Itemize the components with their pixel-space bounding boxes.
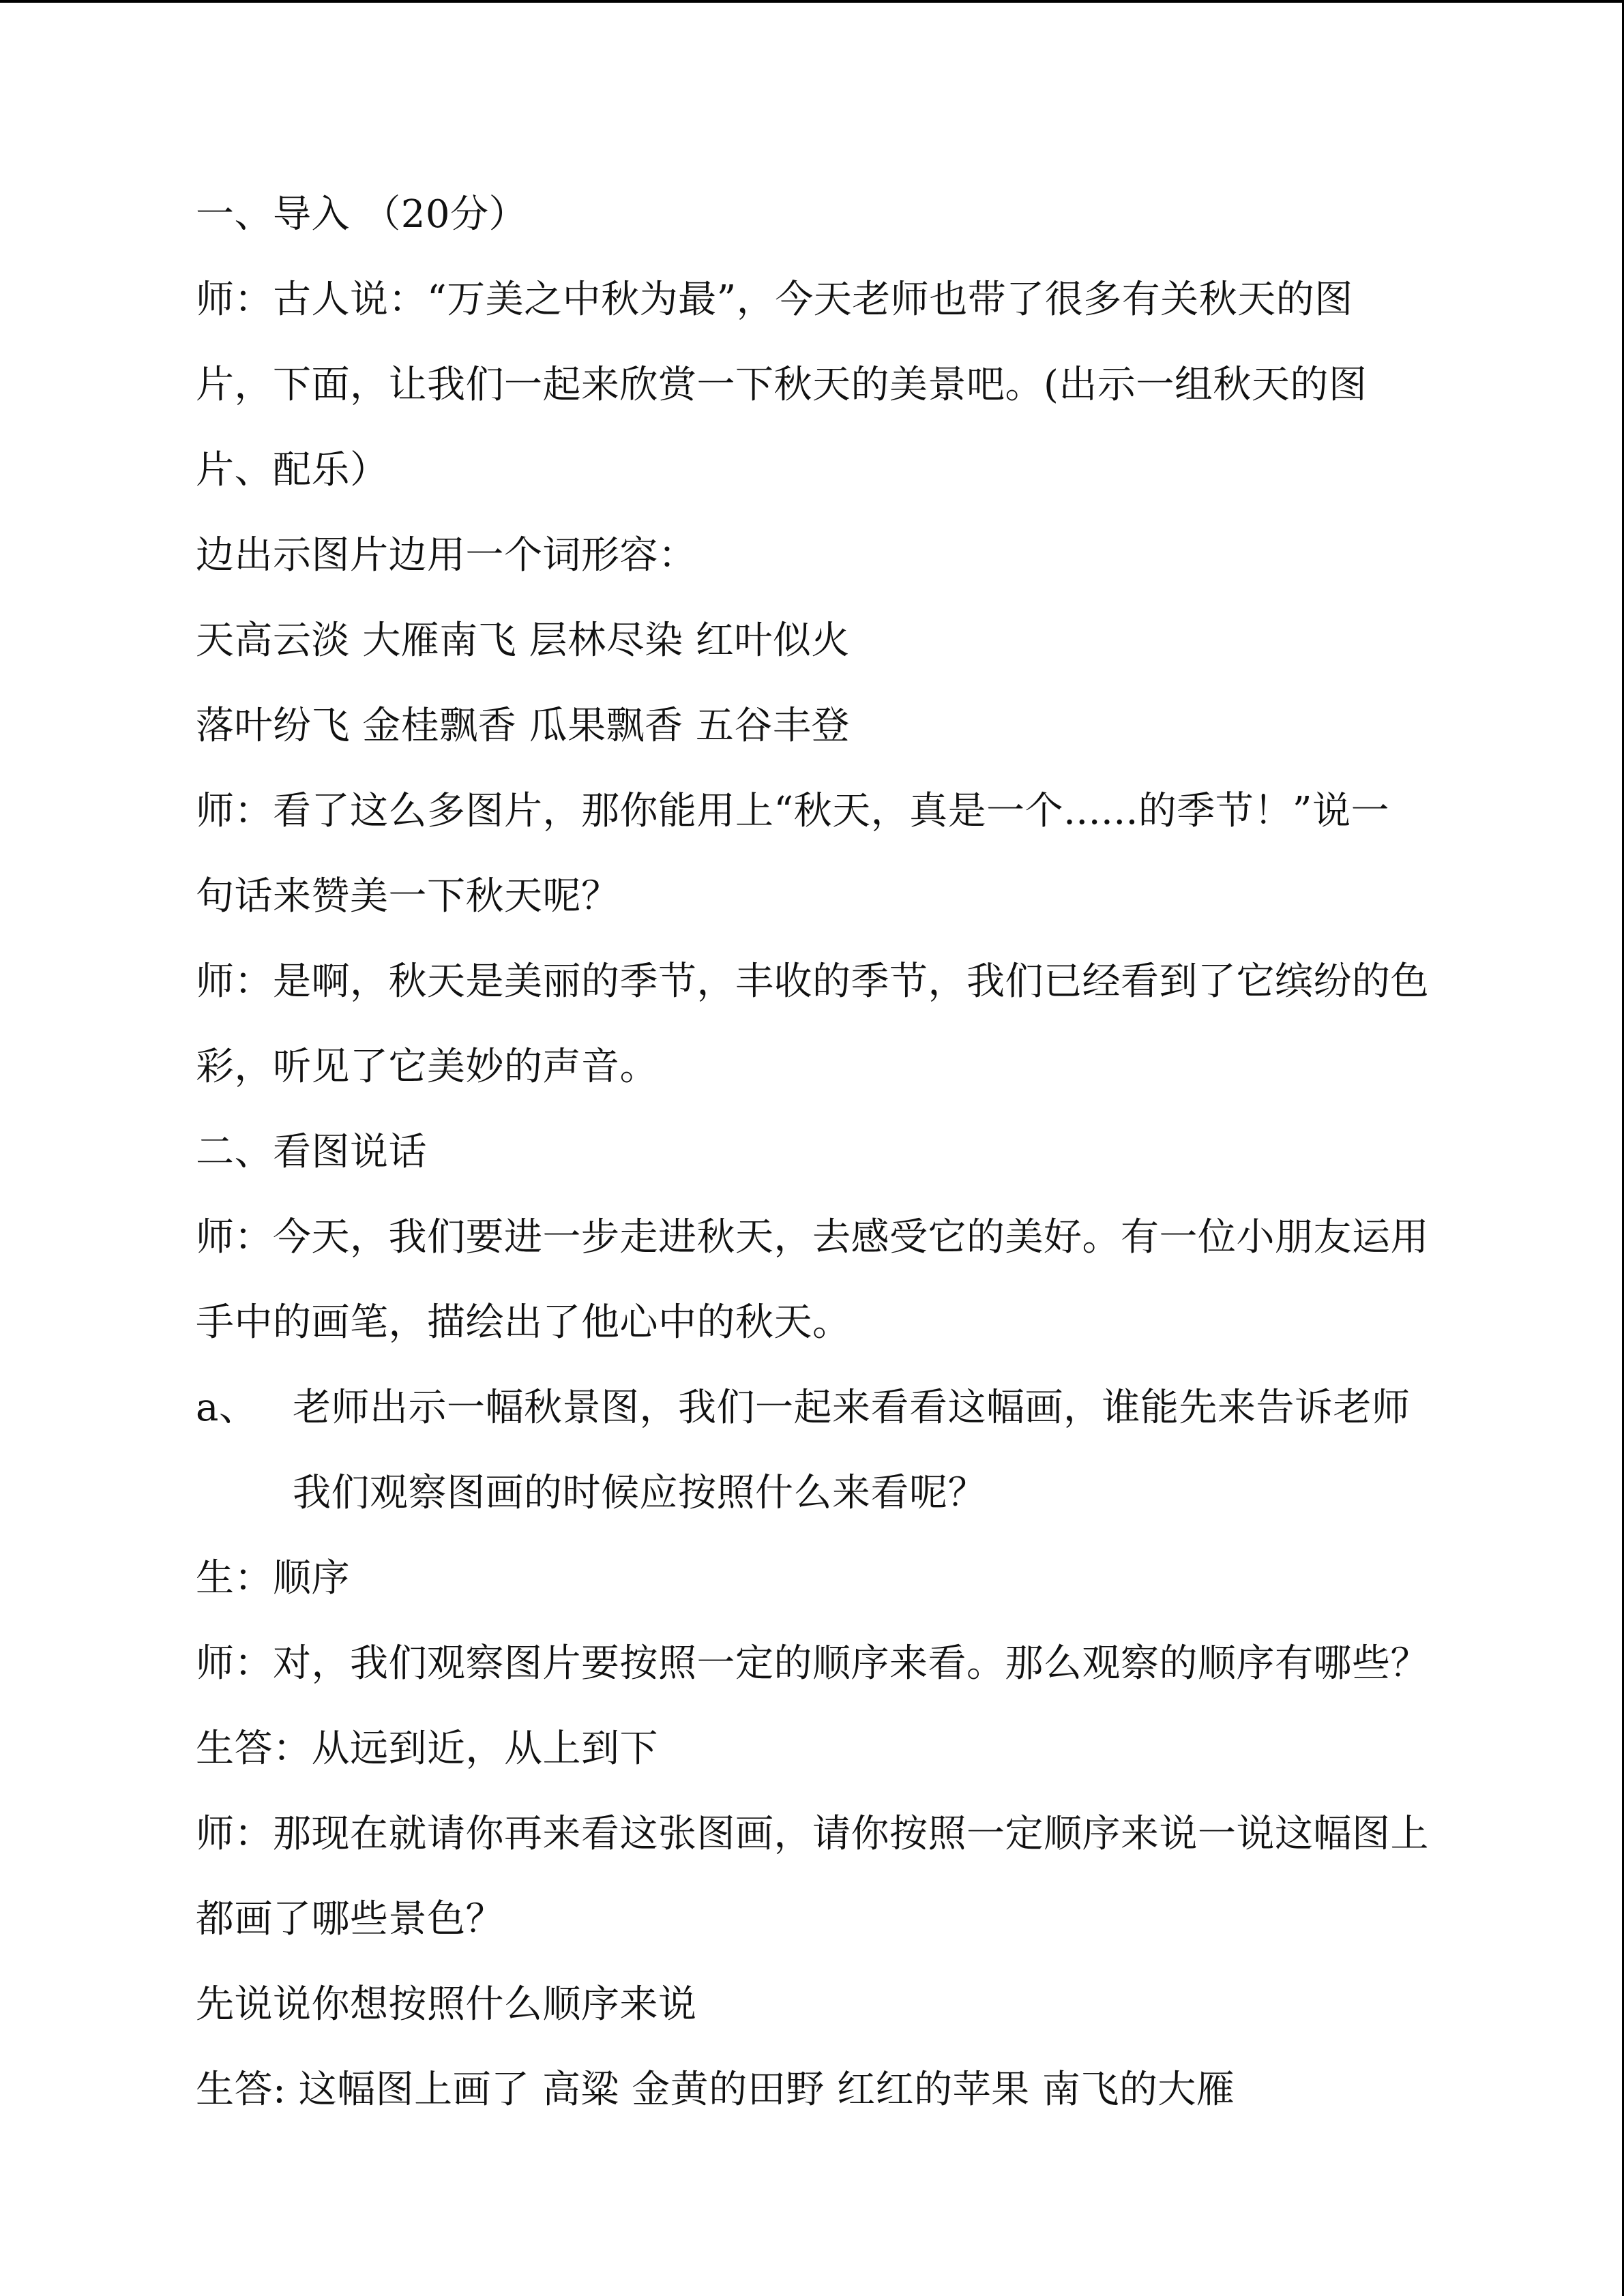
section-heading-intro: 一、导入 （20分）	[196, 192, 528, 237]
document-body	[196, 172, 1430, 2132]
paragraph-line: 边出示图片边用一个词形容：	[196, 533, 697, 578]
paragraph-line: 师：今天，我们要进一步走进秋天，去感受它的美好。有一位小朋友运用	[196, 1215, 1429, 1259]
paragraph-line: 师：是啊，秋天是美丽的季节，丰收的季节，我们已经看到了它缤纷的色	[196, 959, 1429, 1004]
page-border-top	[0, 0, 1624, 3]
phrase-line: 落叶纷飞 金桂飘香 瓜果飘香 五谷丰登	[196, 704, 850, 748]
paragraph-line: 句话来赞美一下秋天呢？	[196, 874, 620, 919]
paragraph-line: 师：看了这么多图片，那你能用上“秋天，真是一个......的季节！”说一	[196, 789, 1390, 833]
phrase-line: 天高云淡 大雁南飞 层林尽染 红叶似火	[196, 618, 850, 663]
paragraph-line: 师：对，我们观察图片要按照一定的顺序来看。那么观察的顺序有哪些？	[196, 1641, 1429, 1686]
list-marker: a、	[196, 1386, 258, 1430]
list-item-a	[196, 1365, 1430, 1536]
paragraph-line: 生答: 这幅图上画了 高粱 金黄的田野 红红的苹果 南飞的大雁	[196, 2068, 1235, 2112]
paragraph-line: 都画了哪些景色？	[196, 1897, 504, 1941]
paragraph-line: 先说说你想按照什么顺序来说	[196, 1982, 697, 2027]
paragraph-line: 彩，听见了它美妙的声音。	[196, 1045, 658, 1089]
paragraph-line: 师：那现在就请你再来看这张图画，请你按照一定顺序来说一说这幅图上	[196, 1812, 1429, 1856]
paragraph-line: 生：顺序	[196, 1556, 350, 1600]
paragraph-line: 片、配乐）	[196, 448, 389, 492]
section-heading-picture-talk: 二、看图说话	[196, 1130, 427, 1174]
paragraph-line: 手中的画笔，描绘出了他心中的秋天。	[196, 1300, 851, 1345]
paragraph-line: 片，下面，让我们一起来欣赏一下秋天的美景吧。(出示一组秋天的图	[196, 363, 1368, 407]
list-item-line: 我们观察图画的时候应按照什么来看呢？	[293, 1471, 986, 1515]
paragraph-line: 师：古人说：“万美之中秋为最”，今天老师也带了很多有关秋天的图	[196, 278, 1353, 322]
paragraph-line: 生答：从远到近，从上到下	[196, 1727, 658, 1771]
list-item-line: 老师出示一幅秋景图，我们一起来看看这幅画，谁能先来告诉老师	[293, 1386, 1411, 1430]
